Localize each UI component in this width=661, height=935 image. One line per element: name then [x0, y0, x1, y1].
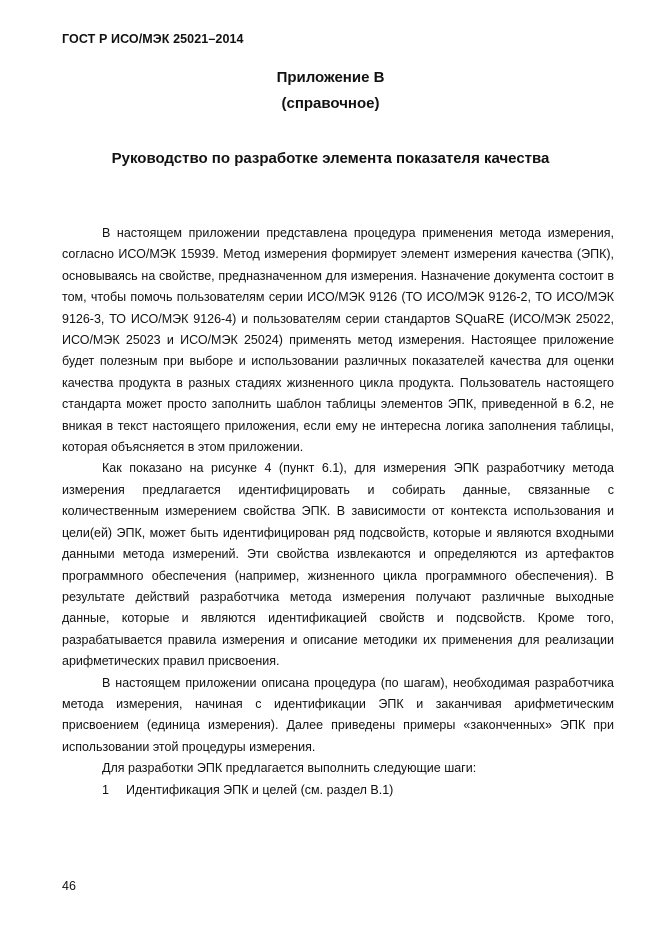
standard-header: ГОСТ Р ИСО/МЭК 25021–2014 — [62, 32, 244, 46]
paragraph-intro: В настоящем приложении представлена процедура применения метода измерения, согласно ИСО/МЭК 15939. Метод измерения формирует элемент измерения качества (ЭПК), основываясь на свойстве, предназначенном для измерения. Назначение документа состоит в том, чтобы помочь пользователям серии ИСО/МЭК 9126 (ТО ИСО/МЭК 9126-2, ТО ИСО/МЭК 9126-3, ТО ИСО/МЭК 9126-4) и пользователям серии стандартов SQuaRE (ИСО/МЭК 25022, ИСО/МЭК 25023 и ИСО/МЭК 25024) применять метод измерения. Настоящее приложение будет полезным при выборе и использовании различных показателей качества для оценки качества продукта в разных стадиях жизненного цикла продукта. Пользователь настоящего стандарта может просто заполнить шаблон таблицы элементов ЭПК, приведенной в 6.2, не вникая в текст настоящего приложения, если ему не интересна логика заполнения таблицы, которая объясняется в этом приложении. — [62, 226, 614, 455]
page-number: 46 — [62, 879, 76, 893]
annex-title: Приложение В — [276, 69, 385, 86]
body-text — [62, 223, 614, 801]
list-item — [62, 780, 614, 801]
paragraph-figure-reference: Как показано на рисунке 4 (пункт 6.1), для измерения ЭПК разработчику метода измерения предлагается идентифицировать и собирать данные, связанные с количественным измерением свойства ЭПК. В зависимости от контекста использования и цели(ей) ЭПК, может быть идентифицирован ряд подсвойств, которые и являются входными данными метода измерений. Эти свойства извлекаются и определяются из артефактов программного обеспечения (например, жизненного цикла программного обеспечения). В результате действий разработчика метода измерения получают различные выходные данные, которые и являются идентификацией свойств и подсвойств. Кроме того, разрабатывается правила измерения и описание методики их применения для реализации арифметических правил присвоения. — [62, 461, 614, 669]
document-title: Руководство по разработке элемента показателя качества — [111, 150, 550, 167]
annex-subtitle: (справочное) — [281, 95, 380, 112]
paragraph-steps-intro: Для разработки ЭПК предлагается выполнить следующие шаги: — [102, 761, 477, 776]
list-item-text: Идентификация ЭПК и целей (см. раздел В.1) — [126, 782, 394, 797]
paragraph-procedure: В настоящем приложении описана процедура (по шагам), необходимая разработчика метода измерения, начиная с идентификации ЭПК и заканчивая арифметическим присвоением (единица измерения). Далее приведены примеры «законченных» ЭПК при использовании этой процедуры измерения. — [62, 675, 614, 754]
list-item-number: 1 — [102, 782, 109, 797]
